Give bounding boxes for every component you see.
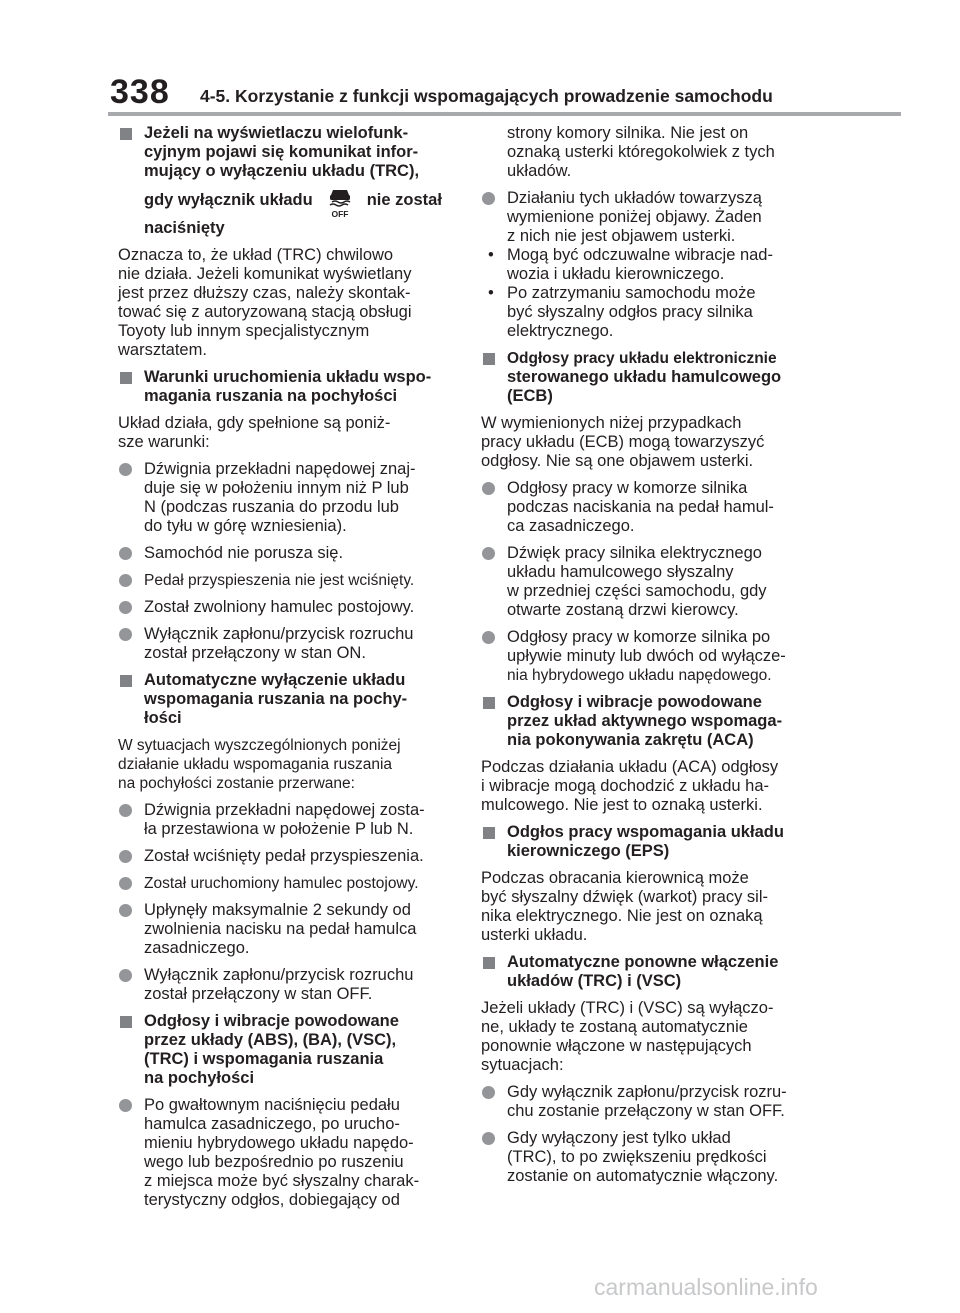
text-line: Gdy wyłącznik zapłonu/przycisk rozru- [507, 1083, 787, 1101]
text-line: upływie minuty lub dwóch od wyłącze- [507, 647, 786, 665]
square-bullet-icon [483, 697, 495, 709]
list-item [118, 460, 458, 536]
text-line: warsztatem. [118, 341, 207, 359]
text-line: wymienione poniżej objawy. Żaden [507, 208, 762, 226]
section-heading-hill-start-conditions [118, 368, 458, 406]
text-line: układów. [507, 162, 572, 180]
paragraph [481, 869, 811, 945]
text-line: oznaką usterki któregokolwiek z tych [507, 143, 775, 161]
right-column [481, 124, 811, 1194]
heading-line: (ECB) [507, 387, 553, 405]
text-line: Odgłosy pracy w komorze silnika [507, 479, 748, 497]
spacer [481, 341, 811, 349]
list-item [481, 1129, 811, 1186]
list-item [481, 1083, 811, 1121]
text-line: duje się w położeniu innym niż P lub [144, 479, 409, 497]
bullet-dot-icon [482, 1132, 495, 1145]
text-line: Podczas działania układu (ACA) odgłosy [481, 758, 779, 776]
heading-line: Odgłos pracy wspomagania układu [507, 823, 784, 841]
heading-line: magania ruszania na pochyłości [144, 387, 398, 405]
list-item [118, 801, 458, 839]
text-line: elektrycznego. [507, 322, 614, 340]
section-heading-aca-noises [481, 693, 811, 750]
heading-line: sterowanego układu hamulcowego [507, 368, 782, 386]
left-column [118, 124, 458, 1218]
chapter-title: 4-5. Korzystanie z funkcji wspomagających prowadzenie samochodu [200, 86, 773, 106]
text-line: zwolnienia nacisku na pedał hamulca [144, 920, 417, 938]
text-line: Dźwięk pracy silnika elektrycznego [507, 544, 762, 562]
heading-line: cyjnym pojawi się komunikat infor- [144, 143, 419, 161]
paragraph [481, 758, 811, 815]
text-line: Toyoty lub innym specjalistycznym [118, 322, 370, 340]
text-line: Wyłącznik zapłonu/przycisk rozruchu [144, 625, 414, 643]
text-line: układu hamulcowego słyszalny [507, 563, 734, 581]
text-line: i wibracje mogą dochodzić z układu ha- [481, 777, 769, 795]
text-line: nika elektrycznego. Nie jest on oznaką [481, 907, 763, 925]
vsc-off-icon [323, 187, 357, 219]
bullet-dot-icon [119, 877, 132, 890]
bullet-dot-icon [119, 904, 132, 917]
paragraph [481, 999, 811, 1075]
text-line: Został zwolniony hamulec postojowy. [144, 598, 415, 616]
heading-line: kierowniczego (EPS) [507, 842, 670, 860]
text-line: być słyszalny dźwięk (warkot) pracy sil- [481, 888, 768, 906]
bullet-dot-icon [119, 850, 132, 863]
text-line: chu zostanie przełączony w stan OFF. [507, 1102, 785, 1120]
square-bullet-icon [483, 957, 495, 969]
text-line: terystyczny odgłos, dobiegający od [144, 1191, 400, 1209]
text-line: W wymienionych niżej przypadkach [481, 414, 742, 432]
bullet-dot-icon [119, 547, 132, 560]
list-item [481, 189, 811, 246]
heading-line: naciśnięty [144, 219, 225, 237]
text-line: ca zasadniczego. [507, 517, 635, 535]
dash-item [481, 284, 811, 341]
text-line: mulcowego. Nie jest to oznaką usterki. [481, 796, 763, 814]
text-line: sze warunki: [118, 433, 210, 451]
paragraph [118, 414, 458, 452]
text-line: podczas naciskania na pedał hamul- [507, 498, 774, 516]
text-line: Wyłącznik zapłonu/przycisk rozruchu [144, 966, 414, 984]
text-line: Po zatrzymaniu samochodu może [507, 284, 756, 302]
list-item [118, 1096, 458, 1210]
text-line: Układ działa, gdy spełnione są poniż- [118, 414, 391, 432]
text-line: nia hybrydowego układu napędowego. [507, 667, 772, 684]
text-line: sytuacjach: [481, 1056, 564, 1074]
list-item [481, 479, 811, 536]
section-heading-eps-noise [481, 823, 811, 861]
list-item [118, 874, 458, 893]
heading-line: wspomagania ruszania na pochy- [144, 690, 408, 708]
text-line: Mogą być odczuwalne wibracje nad- [507, 246, 773, 264]
text-line: być słyszalny odgłos pracy silnika [507, 303, 753, 321]
text-line: pracy układu (ECB) mogą towarzyszyć [481, 433, 765, 451]
text-line: N (podczas ruszania do przodu lub [144, 498, 399, 516]
list-item [118, 901, 458, 958]
text-line: jest przez dłuższy czas, należy skontak- [118, 284, 411, 302]
text-line: Upłynęły maksymalnie 2 sekundy od [144, 901, 411, 919]
heading-line: Odgłosy i wibracje powodowane [144, 1012, 399, 1030]
text-line: ła przestawiona w położenie P lub N. [144, 820, 414, 838]
heading-line: przez układ aktywnego wspomaga- [507, 712, 783, 730]
section-heading-abs-noises [118, 1012, 458, 1088]
list-item [118, 966, 458, 1004]
text-line: działanie układu wspomagania ruszania [118, 756, 393, 773]
paragraph [118, 246, 458, 360]
bullet-dot-icon [119, 1099, 132, 1112]
text-line: zasadniczego. [144, 939, 250, 957]
bullet-dot-icon [119, 601, 132, 614]
list-item [118, 625, 458, 663]
text-line: na pochyłości zostanie przerwane: [118, 775, 355, 792]
heading-line: mujący o wyłączeniu układu (TRC), [144, 162, 420, 180]
dash-bullet-icon: • [488, 246, 494, 264]
heading-line: Warunki uruchomienia układu wspo- [144, 368, 432, 386]
text-line: nie działa. Jeżeli komunikat wyświetlany [118, 265, 412, 283]
text-line: otwarte zostaną drzwi kierowcy. [507, 601, 739, 619]
section-heading-auto-reenable [481, 953, 811, 991]
header-rule [108, 112, 901, 116]
section-heading-ecb-noises [481, 349, 811, 406]
heading-line: nia pokonywania zakrętu (ACA) [507, 731, 754, 749]
text-line: Pedał przyspieszenia nie jest wciśnięty. [144, 572, 415, 589]
square-bullet-icon [120, 675, 132, 687]
text-line: w przedniej części samochodu, gdy [507, 582, 767, 600]
text-line: Dźwignia przekładni napędowej zosta- [144, 801, 425, 819]
text-line: wego lub bezpośrednio po ruszeniu [144, 1153, 404, 1171]
bullet-dot-icon [482, 192, 495, 205]
bullet-dot-icon [119, 463, 132, 476]
text-line: (TRC), to po zwiększeniu prędkości [507, 1148, 767, 1166]
heading-line: Automatyczne ponowne włączenie [507, 953, 779, 971]
text-line: Po gwałtownym naciśnięciu pedału [144, 1096, 400, 1114]
icon-label: OFF [331, 209, 349, 219]
bullet-dot-icon [482, 547, 495, 560]
square-bullet-icon [120, 1016, 132, 1028]
text-line: ne, układy te zostaną automatycznie [481, 1018, 748, 1036]
bullet-dot-icon [119, 628, 132, 641]
text-line: z miejsca może być słyszalny charak- [144, 1172, 420, 1190]
dash-item [481, 246, 811, 284]
paragraph [118, 736, 458, 793]
list-item [118, 571, 458, 590]
text-line: hamulca zasadniczego, po urucho- [144, 1115, 400, 1133]
text-line: W sytuacjach wyszczególnionych poniżej [118, 737, 401, 754]
text-line: mieniu hybrydowego układu napędo- [144, 1134, 414, 1152]
list-item [481, 544, 811, 620]
text-line: usterki układu. [481, 926, 588, 944]
watermark: carmanualsonline.info [594, 1274, 818, 1300]
heading-line: układów (TRC) i (VSC) [507, 972, 682, 990]
section-heading-trc-message [118, 124, 458, 238]
section-heading-hill-start-auto-off [118, 671, 458, 728]
square-bullet-icon [120, 128, 132, 140]
heading-line: Odgłosy pracy układu elektronicznie [507, 350, 777, 367]
text-line: ponownie włączone w następujących [481, 1037, 752, 1055]
heading-line: Automatyczne wyłączenie układu [144, 671, 406, 689]
text-line: Dźwignia przekładni napędowej znaj- [144, 460, 416, 478]
heading-line: (TRC) i wspomagania ruszania [144, 1050, 384, 1068]
paragraph [481, 414, 811, 471]
text-line: strony komory silnika. Nie jest on [507, 124, 749, 142]
continued-text [481, 124, 811, 181]
list-item [118, 544, 458, 563]
text-line: Gdy wyłączony jest tylko układ [507, 1129, 731, 1147]
heading-line: na pochyłości [144, 1069, 255, 1087]
text-line: do tyłu w górę wzniesienia). [144, 517, 347, 535]
text-line: Podczas obracania kierownicą może [481, 869, 749, 887]
text-line: wozia i układu kierowniczego. [507, 265, 725, 283]
bullet-dot-icon [119, 574, 132, 587]
square-bullet-icon [483, 353, 495, 365]
square-bullet-icon [483, 827, 495, 839]
text-line: został przełączony w stan ON. [144, 644, 366, 662]
text-line: Samochód nie porusza się. [144, 544, 344, 562]
text-line: został przełączony w stan OFF. [144, 985, 373, 1003]
text-line: zostanie on automatycznie włączony. [507, 1167, 779, 1185]
bullet-dot-icon [482, 482, 495, 495]
bullet-dot-icon [119, 804, 132, 817]
square-bullet-icon [120, 372, 132, 384]
text-line: odgłosy. Nie są one objawem usterki. [481, 452, 754, 470]
list-item [481, 628, 811, 685]
dash-bullet-icon: • [488, 284, 494, 302]
text-line: Został uruchomiony hamulec postojowy. [144, 875, 419, 892]
bullet-dot-icon [482, 631, 495, 644]
bullet-dot-icon [482, 1086, 495, 1099]
text-line: Oznacza to, że układ (TRC) chwilowo [118, 246, 394, 264]
bullet-dot-icon [119, 969, 132, 982]
heading-line: przez układy (ABS), (BA), (VSC), [144, 1031, 397, 1049]
text-line: Jeżeli układy (TRC) i (VSC) są wyłączo- [481, 999, 774, 1017]
page-number: 338 [110, 73, 170, 111]
heading-line: Jeżeli na wyświetlaczu wielofunk- [144, 124, 409, 142]
heading-line: Odgłosy i wibracje powodowane [507, 693, 762, 711]
text-line: Został wciśnięty pedał przyspieszenia. [144, 847, 424, 865]
heading-line: łości [144, 709, 182, 727]
text-line: Działaniu tych układów towarzyszą [507, 189, 762, 207]
text-line: tować się z autoryzowaną stacją obsługi [118, 303, 412, 321]
heading-text: gdy wyłącznik układu [144, 191, 313, 209]
heading-text: nie został [366, 191, 442, 209]
heading-line-with-icon [144, 191, 458, 219]
list-item [118, 598, 458, 617]
text-line: z nich nie jest objawem usterki. [507, 227, 736, 245]
list-item [118, 847, 458, 866]
text-line: Odgłosy pracy w komorze silnika po [507, 628, 771, 646]
